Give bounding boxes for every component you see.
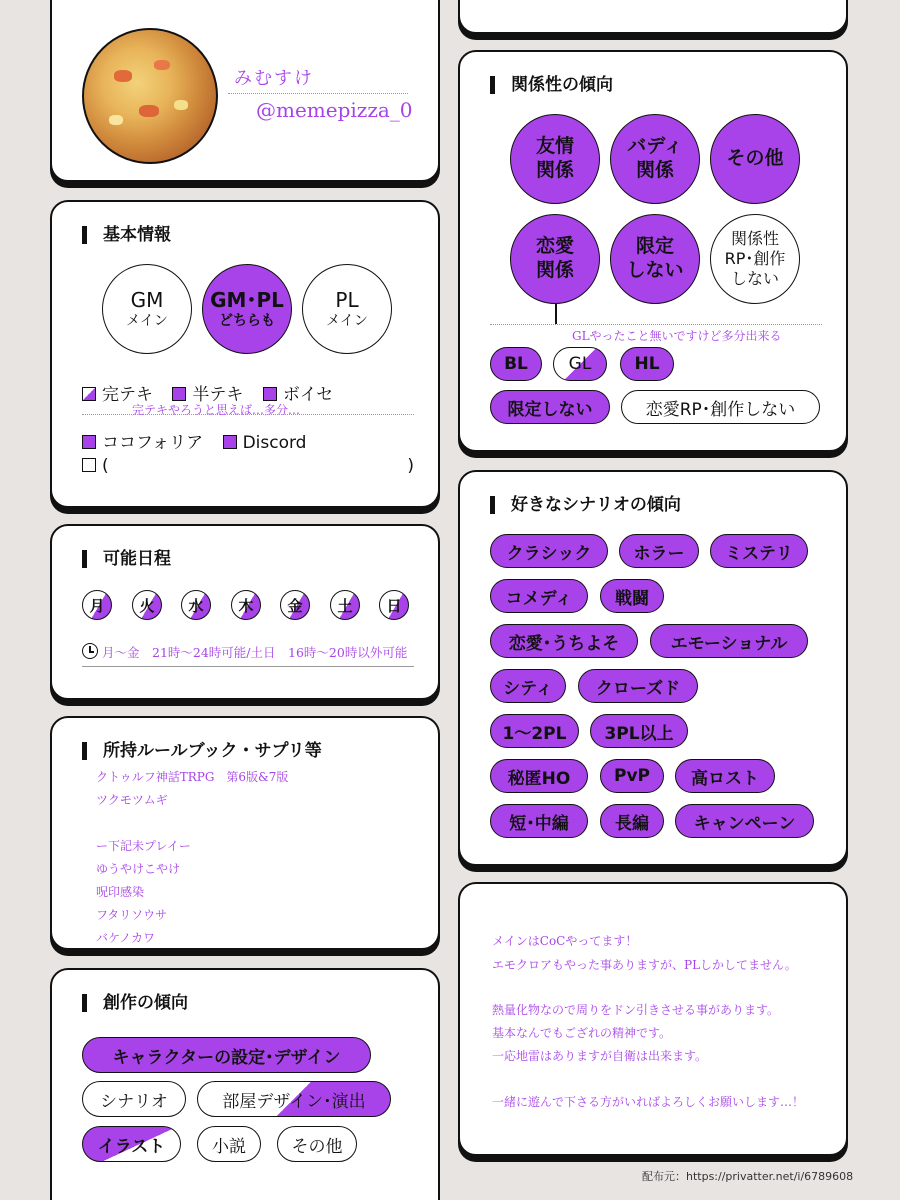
rulebook-item: ゆうやけこやけ — [96, 862, 181, 876]
rel-buddy: バディ 関係 — [610, 114, 700, 204]
checkbox-on — [82, 435, 96, 449]
relations-title: 関係性の傾向 — [490, 76, 613, 94]
rel-unlimited: 限定 しない — [610, 214, 700, 304]
rulebook-item: バケノカワ — [96, 931, 156, 945]
tag-long: 長編 — [600, 804, 664, 838]
tag-character-design: キャラクターの設定･デザイン — [82, 1037, 371, 1073]
day-thu: 木 — [231, 590, 261, 620]
other-tool-row: ( ) — [82, 456, 414, 476]
message-line: メインはCoCやってます！ — [492, 934, 638, 948]
romance-connector — [555, 304, 557, 324]
tag-hl: HL — [620, 347, 674, 381]
tag-bl: BL — [490, 347, 542, 381]
message-card — [458, 882, 848, 1156]
checkbox-off — [82, 458, 96, 472]
day-sat: 土 — [330, 590, 360, 620]
profile-divider — [228, 93, 408, 94]
tag-mystery: ミステリ — [710, 534, 808, 568]
tag-horror: ホラー — [619, 534, 699, 568]
day-sun: 日 — [379, 590, 409, 620]
rel-none: 関係性 RP･創作 しない — [710, 214, 800, 304]
tag-comedy: コメディ — [490, 579, 588, 613]
tag-scenario: シナリオ — [82, 1081, 186, 1117]
tag-closed: クローズド — [578, 669, 698, 703]
schedule-note: 月～金 21時～24時可能/土日 16時～20時以外可能 — [102, 645, 408, 660]
day-tue: 火 — [132, 590, 162, 620]
rel-friendship: 友情 関係 — [510, 114, 600, 204]
rulebook-item: ー下記未プレイー — [96, 839, 191, 853]
role-gm-main: GM メイン — [102, 264, 192, 354]
avatar — [82, 28, 218, 164]
scenarios-title: 好きなシナリオの傾向 — [490, 496, 681, 514]
checkbox-on — [172, 387, 186, 401]
message-line: 基本なんでもござれの精神です。 — [492, 1026, 672, 1040]
scenarios-card — [458, 470, 848, 866]
role-pl-main: PL メイン — [302, 264, 392, 354]
tag-high-lost: 高ロスト — [675, 759, 775, 793]
relations-card — [458, 50, 848, 452]
tag-illust: イラスト — [82, 1126, 181, 1162]
checkbox-on — [223, 435, 237, 449]
clock-icon — [82, 643, 98, 659]
tag-room-design: 部屋デザイン･演出 — [197, 1081, 391, 1117]
profile-handle: @memepizza_0 — [256, 98, 413, 122]
rel-other: その他 — [710, 114, 800, 204]
message-line: 熱量化物なので周りをドン引きさせる事があります。 — [492, 1003, 780, 1017]
rulebook-item: クトゥルフ神話TRPG 第6版&7版 — [96, 770, 289, 784]
rulebook-card — [50, 716, 440, 950]
rulebook-item: フタリソウサ — [96, 908, 168, 922]
tag-emotional: エモーショナル — [650, 624, 808, 658]
schedule-card — [50, 524, 440, 700]
message-line: 一応地雷はありますが自衛は出来ます。 — [492, 1049, 708, 1063]
tag-novel: 小説 — [197, 1126, 261, 1162]
tag-city: シティ — [490, 669, 566, 703]
rulebook-item: ツクモツムギ — [96, 793, 168, 807]
rulebook-item: 呪印感染 — [96, 885, 145, 899]
day-mon: 月 — [82, 590, 112, 620]
footer-credit: 配布元：https://privatter.net/i/6789608 — [642, 1170, 854, 1183]
basic-info-title: 基本情報 — [82, 226, 171, 244]
tag-no-limit: 限定しない — [490, 390, 610, 424]
schedule-title: 可能日程 — [82, 550, 171, 568]
tool-row: ココフォリア Discord — [82, 428, 306, 453]
tag-no-romance: 恋愛RP･創作しない — [621, 390, 820, 424]
tag-romance-uchiyoso: 恋愛･うちよそ — [490, 624, 638, 658]
tag-other: その他 — [277, 1126, 357, 1162]
day-fri: 金 — [280, 590, 310, 620]
tag-short-mid: 短･中編 — [490, 804, 588, 838]
rulebook-title: 所持ルールブック・サプリ等 — [82, 742, 322, 760]
role-both: GM･PL どちらも — [202, 264, 292, 354]
style-note: 完テキやろうと思えば…多分… — [132, 403, 301, 417]
creation-card — [50, 968, 440, 1200]
profile-card — [50, 0, 440, 182]
tag-classic: クラシック — [490, 534, 608, 568]
message-line: 一緒に遊んで下さる方がいればよろしくお願いします…！ — [492, 1095, 805, 1109]
tag-pvp: PvP — [600, 759, 664, 793]
tag-campaign: キャンペーン — [675, 804, 814, 838]
basic-info-card — [50, 200, 440, 508]
day-wed: 水 — [181, 590, 211, 620]
tag-gl: GL — [553, 347, 607, 381]
tag-battle: 戦闘 — [600, 579, 664, 613]
tag-3pl-plus: 3PL以上 — [590, 714, 688, 748]
rel-romance: 恋愛 関係 — [510, 214, 600, 304]
checkbox-half — [82, 387, 96, 401]
creation-title: 創作の傾向 — [82, 994, 188, 1012]
profile-name: みむすけ — [234, 68, 314, 89]
tag-1-2pl: 1～2PL — [490, 714, 579, 748]
style-row: 完テキ 半テキ ボイセ — [82, 380, 333, 405]
top-partial-card — [458, 0, 848, 34]
checkbox-on — [263, 387, 277, 401]
gl-note: GLやったこと無いですけど多分出来る — [572, 329, 782, 343]
tag-secret-ho: 秘匿HO — [490, 759, 588, 793]
message-line: エモクロアもやった事ありますが、PLしかしてません。 — [492, 958, 797, 972]
